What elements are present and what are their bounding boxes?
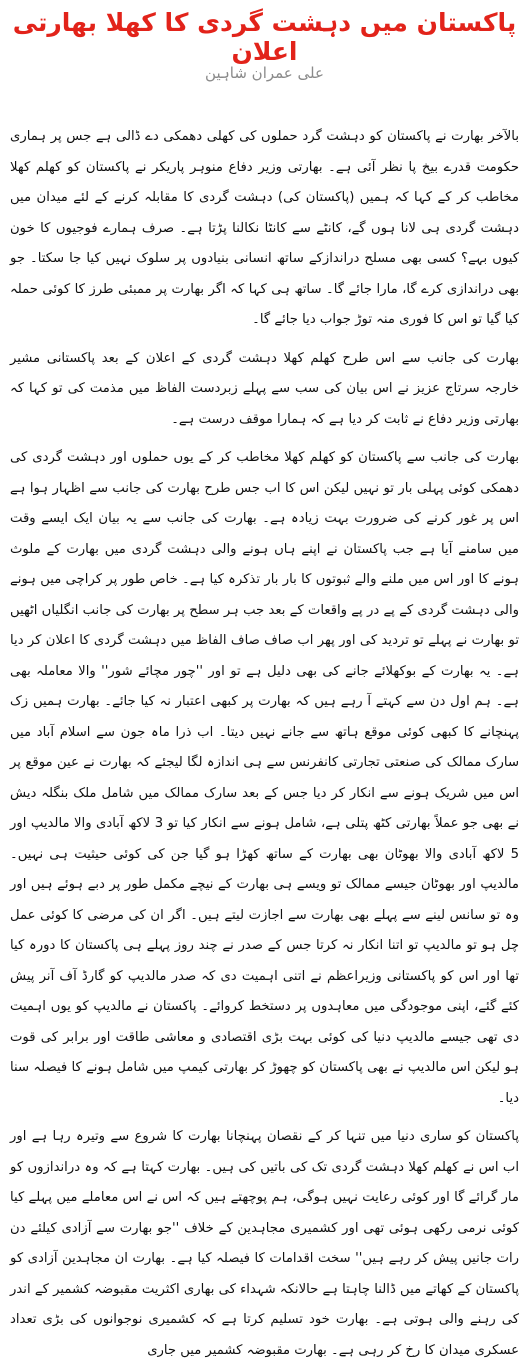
article-headline: پاکستان میں دہشت گردی کا کھلا بھارتی اعلان xyxy=(12,8,517,66)
article-paragraph: بھارت کی جانب سے پاکستان کو کھلم کھلا مخاطب کر کے یوں حملوں اور دہشت گردی کی دھمکی کوئی پہلی بار تو نہیں لیکن اس کا اب جس طرح بھارت کی جانب سے اظہار ہوا ہے اس پر غور کرنے کی ضرورت بہت زیادہ ہے۔ بھارت کی جانب سے یہ بیان ایک ایسے وقت میں سامنے آیا ہے جب پاکستان نے اپنے ہاں ہونے والی دہشت گردی میں بھارت کے ملوث ہونے کا اور اس میں ملنے والے ثبوتوں کا بار بار تذکرہ کیا ہے۔ خاص طور پر کراچی میں ہونے والی دہشت گردی کے پے در پے واقعات کے بعد جب ہر سطح پر بھارت کی جانب انگلیاں اٹھیں تو بھارت نے پہلے تو تردید کی اور پھر اب صاف صاف الفاظ میں دہشت گردی کا اعلان کر دیا ہے۔ یہ بھارت کے بوکھلائے جانے کی بھی دلیل ہے تو اور ''چور مچائے شور'' والا معاملہ بھی ہے۔ ہم اول دن سے کہتے آ رہے ہیں کہ بھارت پر کبھی اعتبار نہ کیا جائے۔ بھارت ہمیں زک پہنچانے کا کبھی کوئی موقع ہاتھ سے جانے نہیں دیتا۔ اب ذرا ماہ جون سے اسلام آباد میں سارک ممالک کی صنعتی تجارتی کانفرنس سے ہی اندازہ لگا لیجئے کہ بھارت نے عین موقع پر اس میں شریک ہونے سے انکار کر دیا جس کے بعد سارک ممالک میں شامل ملک بنگلہ دیش نے بھی جو عملاً بھارتی کٹھ پتلی ہے، شامل ہونے سے انکار کیا تو 3 لاکھ آبادی والا مالدیپ اور 5 لاکھ آبادی والا بھوٹان بھی بھارت کے ساتھ کھڑا ہو گیا جن کی کوئی حیثیت ہی نہیں۔ مالدیپ اور بھوٹان جیسے ممالک تو ویسے ہی بھارت کے نیچے مکمل طور پر دبے ہوئے ہیں اور وہ تو سانس لینے سے پہلے بھی بھارت سے اجازت لیتے ہیں۔ اگر ان کی مرضی کا کوئی عمل چل ہو تو مالدیپ تو اتنا انکار نہ کرتا جس کے صدر نے چند روز پہلے ہی پاکستان کا دورہ کیا تھا اور اس کو پاکستانی وزیراعظم نے اتنی اہمیت دی کہ صدر مالدیپ کو گارڈ آف آنر پیش کئے گئے، اپنی موجودگی میں معاہدوں پر دستخط کروائے۔ پاکستان نے مالدیپ کو یوں اہمیت دی تھی جیسے مالدیپ دنیا کی کوئی بہت بڑی اقتصادی و معاشی طاقت اور برابر کی قوت ہو لیکن اس مالدیپ نے بھی پاکستان کو چھوڑ کر بھارتی کیمپ میں شامل ہونے کا فیصلہ سنا دیا۔ xyxy=(10,450,519,1106)
article-byline: علی عمران شاہین xyxy=(205,64,324,82)
article-body xyxy=(10,122,519,1358)
article-paragraph: پاکستان کو ساری دنیا میں تنہا کر کے نقصان پہنچانا بھارت کا شروع سے وتیرہ رہا ہے اور اب اس نے کھلم کھلا دہشت گردی تک کی باتیں کی ہیں۔ بھارت کہتا ہے کہ وہ دراندازوں کو مار گرائے گا اور کوئی رعایت نہیں ہوگی، ہم پوچھتے ہیں کہ اس نے اس معاملے میں پہلے کیا کوئی نرمی رکھی ہوئی تھی اور کشمیری مجاہدین کے خلاف ''جو بھارت سے آزادی کیلئے دن رات جانیں پیش کر رہے ہیں'' سخت اقدامات کا فیصلہ کیا ہے۔ بھارت ان مجاہدین آزادی کو پاکستان کے کھاتے میں ڈالنا چاہتا ہے حالانکہ شہداء کی بھاری اکثریت مقبوضہ کشمیر کے اندر کی رہنے والی ہوتی ہے۔ بھارت خود تسلیم کرتا ہے کہ کشمیری نوجوانوں کی بڑی تعداد عسکری میدان کا رخ کر رہی ہے۔ بھارت مقبوضہ کشمیر میں جاری xyxy=(10,1129,519,1358)
article-paragraph: بھارت کی جانب سے اس طرح کھلم کھلا دہشت گردی کے اعلان کے بعد پاکستانی مشیر خارجہ سرتاج عزیز نے اس بیان کی سب سے پہلے زبردست الفاظ میں مذمت کی تو کہا کہ بھارتی وزیر دفاع نے ثابت کر دیا ہے کہ ہمارا موقف درست ہے۔ xyxy=(10,350,519,427)
article-paragraph: بالآخر بھارت نے پاکستان کو دہشت گرد حملوں کی کھلی دھمکی دے ڈالی ہے جس پر ہماری حکومت قدرے بیخ پا نظر آئی ہے۔ بھارتی وزیر دفاع منوہر پاریکر نے پاکستان کو کھلم کھلا مخاطب کر کے کہا کہ ہمیں (پاکستان کی) دہشت گردی کا مقابلہ کرنے کے لئے میدان میں دہشت گردی ہی لانا ہوں گے، کانٹے سے کانٹا نکالنا پڑتا ہے۔ صرف ہمارے فوجیوں کا خون کیوں بہے؟ کسی بھی مسلح دراندازکے ساتھ انسانی بنیادوں پر سلوک نہیں کیا جا سکتا۔ جو بھی دراندازی کرے گا، مارا جائے گا۔ ساتھ ہی کہا کہ اگر بھارت پر ممبئی طرز کا کوئی حملہ کیا گیا تو اس کا فوری منہ توڑ جواب دیا جائے گا۔ xyxy=(10,129,519,327)
